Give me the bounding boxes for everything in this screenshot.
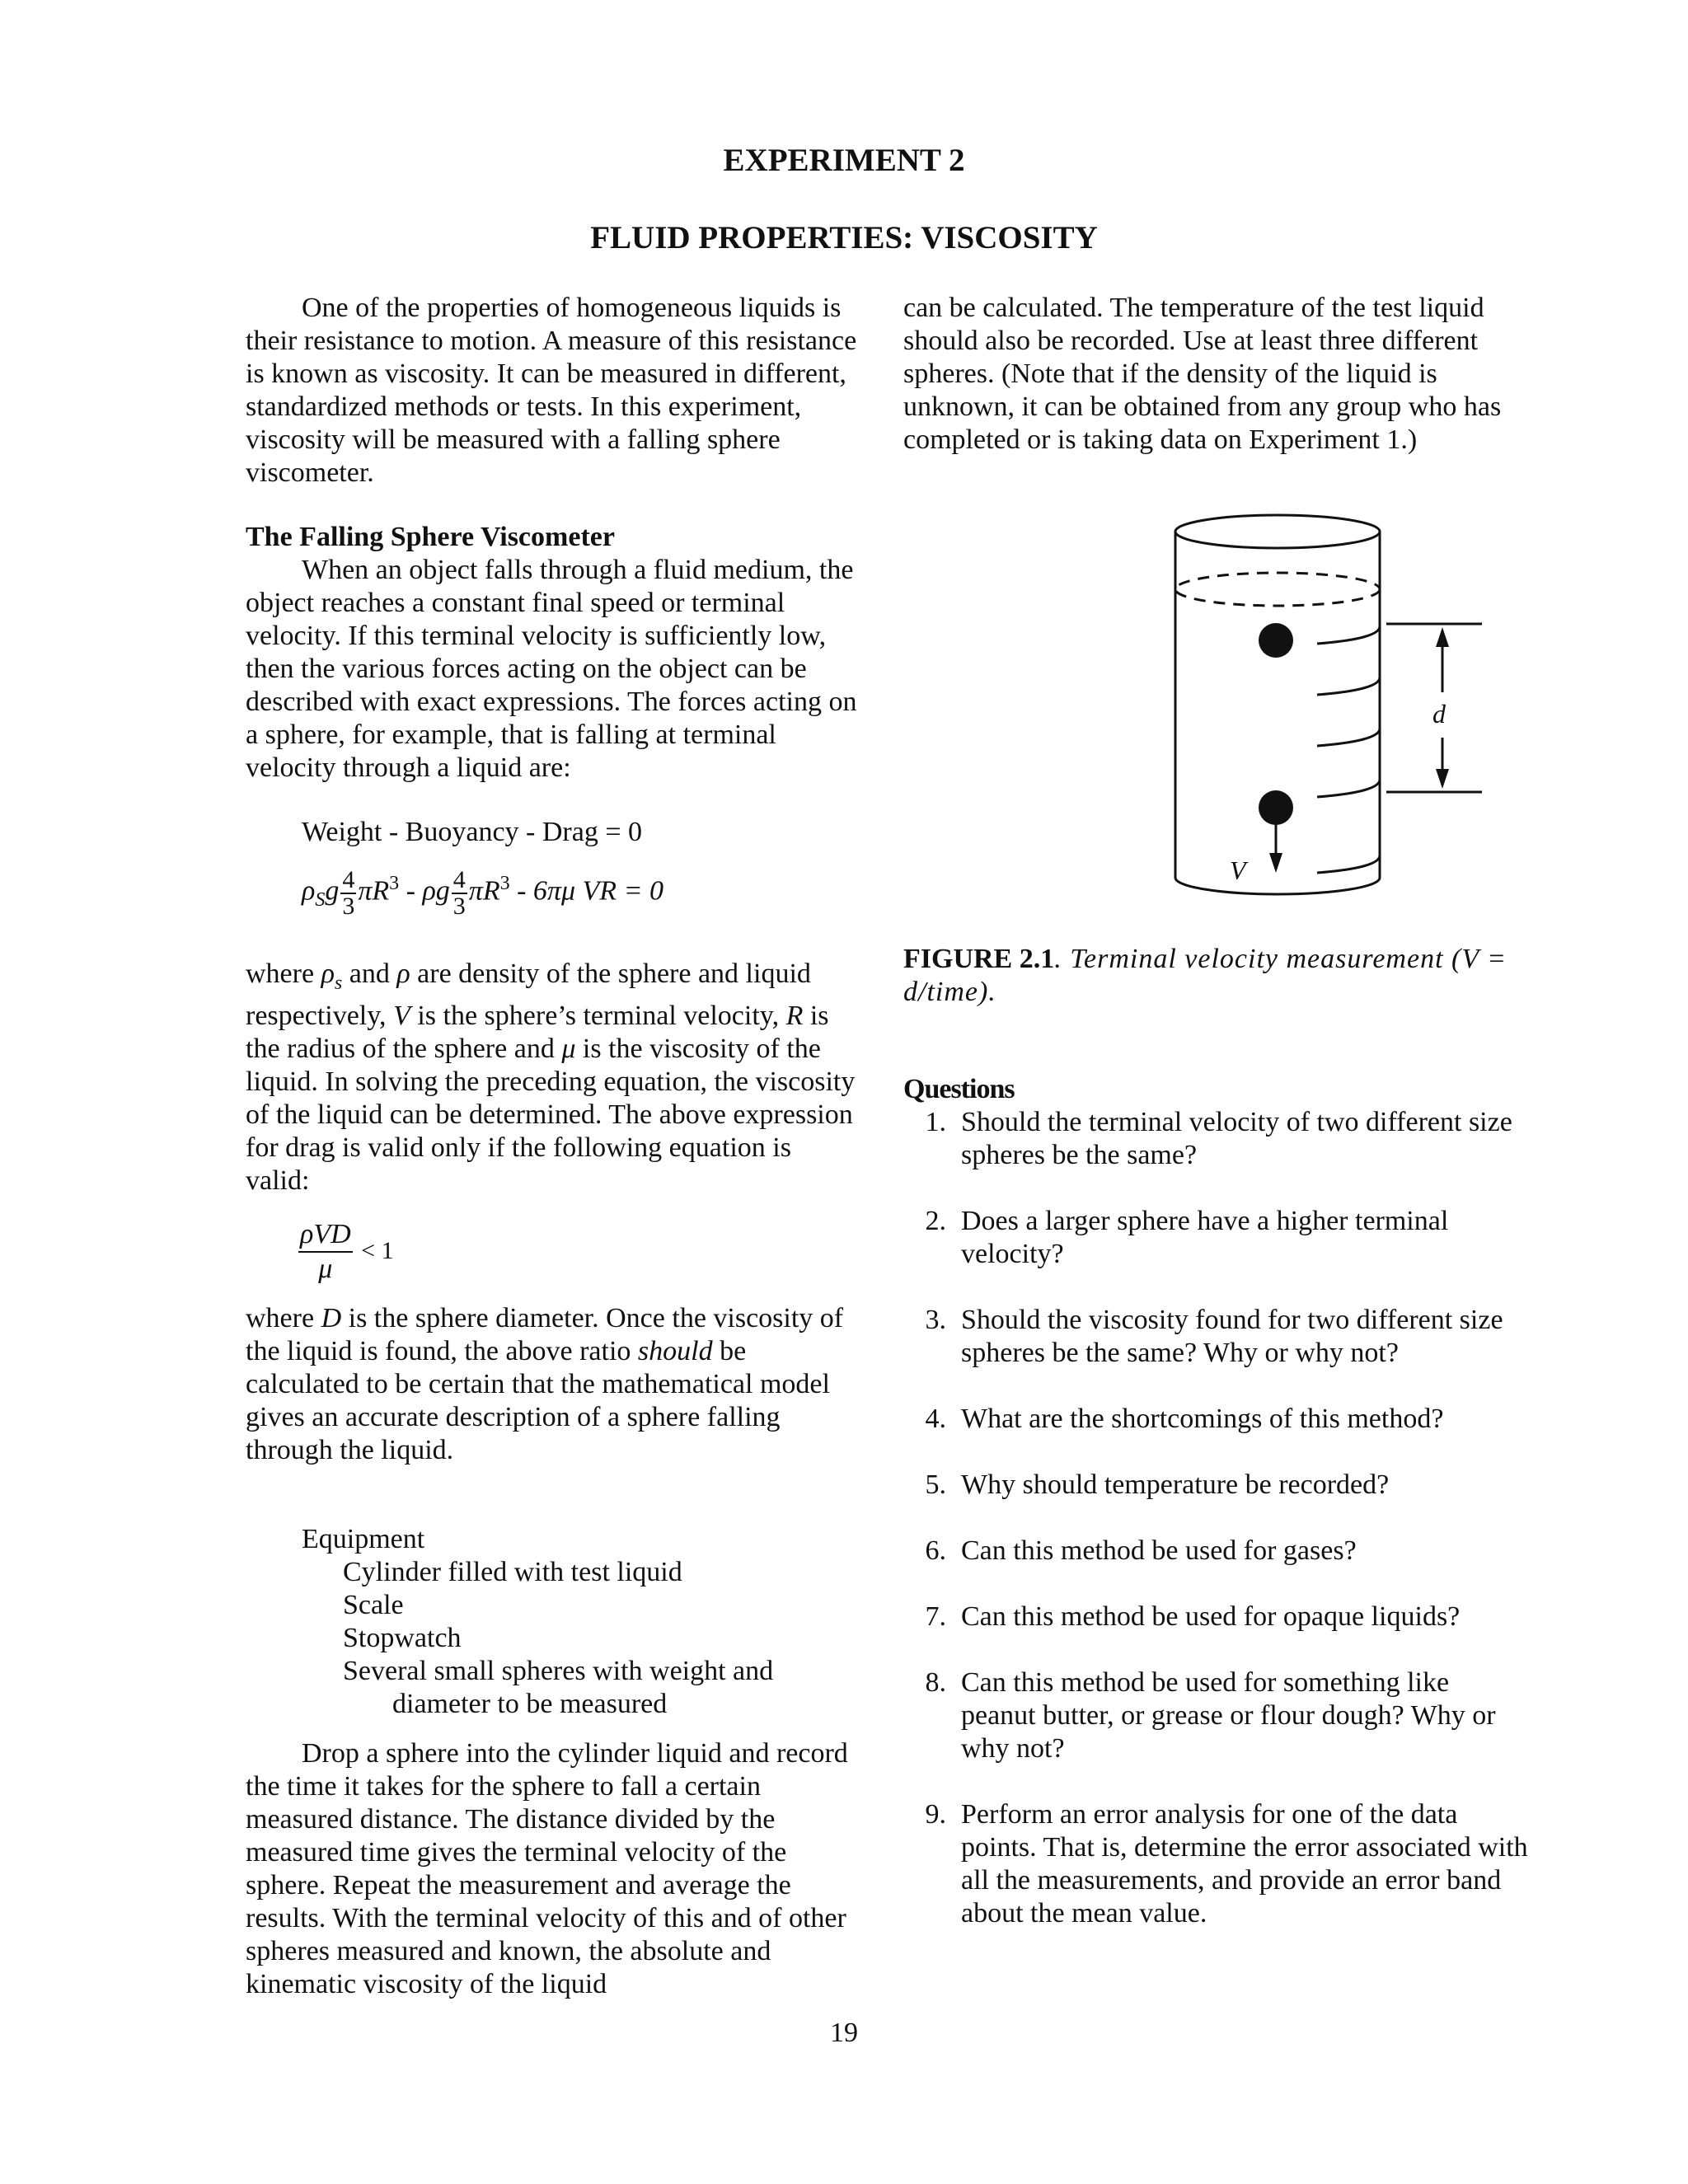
question-item: 6. Can this method be used for gases? <box>925 1535 1357 1566</box>
continuation-paragraph: can be calculated. The temperature of the test liquid should also be recorded. Use at least three different spheres. (Note that if the density of the liquid is unknown, it can be obtained from any group who has completed or is taking data on Experiment 1.) <box>903 293 1502 455</box>
equipment-item: Cylinder filled with test liquid <box>343 1557 682 1587</box>
section-paragraph: When an object falls through a fluid medium, the object reaches a constant final speed or terminal velocity. If this terminal velocity is sufficiently low, then the various forces acting on the object can be described with exact expressions. The forces acting on a sphere, for example, that is falling at terminal velocity through a liquid are: <box>246 555 857 783</box>
force-balance-equation: Weight - Buoyancy - Drag = 0 <box>302 817 642 847</box>
equipment-item: Stopwatch <box>343 1623 462 1653</box>
rho-s-symbol: ρ <box>302 875 316 907</box>
cylinder-top <box>1175 515 1380 548</box>
equipment-list <box>302 1523 862 1721</box>
equipment-item: Several small spheres with weight and <box>343 1656 774 1686</box>
procedure-paragraph-container <box>246 1737 860 2001</box>
diameter-paragraph: where D is the sphere diameter. Once the viscosity of the liquid is found, the above ratio should be calculated to be certain that the mathematical model gives an accurate description of a sphere falling through the liquid. <box>246 1303 844 1465</box>
intro-paragraph: One of the properties of homogeneous liquids is their resistance to motion. A measure of this resistance is known as viscosity. It can be measured in different, standardized methods or tests. In this experiment, viscosity will be measured with a falling sphere viscometer. <box>246 293 857 488</box>
experiment-subtitle: FLUID PROPERTIES: VISCOSITY <box>590 220 1098 255</box>
rho-g-term: - ρg <box>399 875 450 907</box>
fraction-four-thirds-2: $\frac{4}{3}$ <box>452 865 466 920</box>
left-column-intro <box>246 292 860 490</box>
dimension-arrowhead-up <box>1436 627 1449 647</box>
fraction-four-thirds: $\frac{4}{3}$ <box>342 865 355 920</box>
page-number: 19 <box>830 2018 858 2048</box>
question-item: 7. Can this method be used for opaque liquids? <box>925 1601 1461 1632</box>
question-item: 9. Perform an error analysis for one of the data points. That is, determine the error associated with all the measurements, and provide an error band about the mean value. <box>925 1799 1528 1929</box>
procedure-paragraph: Drop a sphere into the cylinder liquid and record the time it takes for the sphere to fall a certain measured distance. The distance divided by the measured time gives the terminal velocity of the sphere. Repeat the measurement and average the results. With the terminal velocity of this and of other spheres measured and known, the absolute and kinematic viscosity of the liquid <box>246 1738 848 1999</box>
drag-term: - 6πμ VR = 0 <box>509 875 664 907</box>
velocity-label: V <box>1230 855 1246 885</box>
question-item: 5. Why should temperature be recorded? <box>925 1469 1390 1500</box>
pi-r-term: πR <box>358 875 390 907</box>
question-item: 8. Can this method be used for something like peanut butter, or grease or flour dough? Why or why not? <box>925 1667 1496 1764</box>
equipment-item: Scale <box>343 1590 404 1620</box>
where-definitions-paragraph: where $\rho_s$ and ρ are density of the sphere and liquid respectively, V is the sphere’s terminal velocity, R is the radius of the sphere and μ is the viscosity of the liquid. In solving the preceding equation, the viscosity of the liquid can be determined. The above expression for drag is valid only if the following equation is valid: <box>246 958 856 1196</box>
figure-caption-text: . Terminal velocity measurement (V = d/time). <box>903 944 1507 1007</box>
graduation-mark <box>1317 780 1380 797</box>
cylinder-bottom <box>1175 878 1380 894</box>
sphere-upper <box>1259 623 1293 658</box>
rho-vd-over-mu: $\frac{\text{ρVD}}{\mu}$ <box>300 1219 351 1284</box>
equipment-item-continuation: diameter to be measured <box>392 1689 668 1719</box>
graduation-mark <box>1317 729 1380 746</box>
dimension-arrowhead-down <box>1436 769 1449 789</box>
graduation-mark <box>1317 855 1380 873</box>
sphere-lower <box>1259 790 1293 825</box>
right-column-continuation <box>903 292 1517 457</box>
question-item: 1. Should the terminal velocity of two different size spheres be the same? <box>925 1107 1512 1170</box>
falling-sphere-section <box>246 521 860 785</box>
questions-section <box>903 1073 1530 1963</box>
figure-caption <box>903 943 1517 1009</box>
equipment-heading: Equipment <box>302 1524 425 1554</box>
figure-caption-label: FIGURE 2.1 <box>903 944 1055 974</box>
distance-label: d <box>1432 699 1446 729</box>
liquid-surface <box>1175 573 1380 606</box>
graduation-mark <box>1317 677 1380 695</box>
question-item: 4. What are the shortcomings of this method? <box>925 1404 1444 1434</box>
s-subscript: S <box>315 889 326 912</box>
velocity-arrow-head <box>1269 853 1282 873</box>
graduation-mark <box>1317 626 1380 644</box>
reynolds-condition-equation: $\frac{\text{ρVD}}{\mu}$ < 1 <box>300 1219 394 1284</box>
experiment-title: EXPERIMENT 2 <box>723 143 965 178</box>
viscometer-figure <box>1137 507 1500 911</box>
questions-heading: Questions <box>903 1074 1015 1104</box>
section-heading: The Falling Sphere Viscometer <box>246 522 615 552</box>
question-item: 2. Does a larger sphere have a higher terminal velocity? <box>925 1206 1449 1269</box>
question-item: 3. Should the viscosity found for two different size spheres be the same? Why or why not? <box>925 1305 1503 1368</box>
force-expression-equation: $\rho_Sg$ $\frac{4}{3}$ $\pi R^3$ - ρg $\frac{4}{3}$ $\pi R^3 - 6\pi\mu$ VR = 0 <box>302 865 664 920</box>
g-symbol: g <box>325 875 340 907</box>
